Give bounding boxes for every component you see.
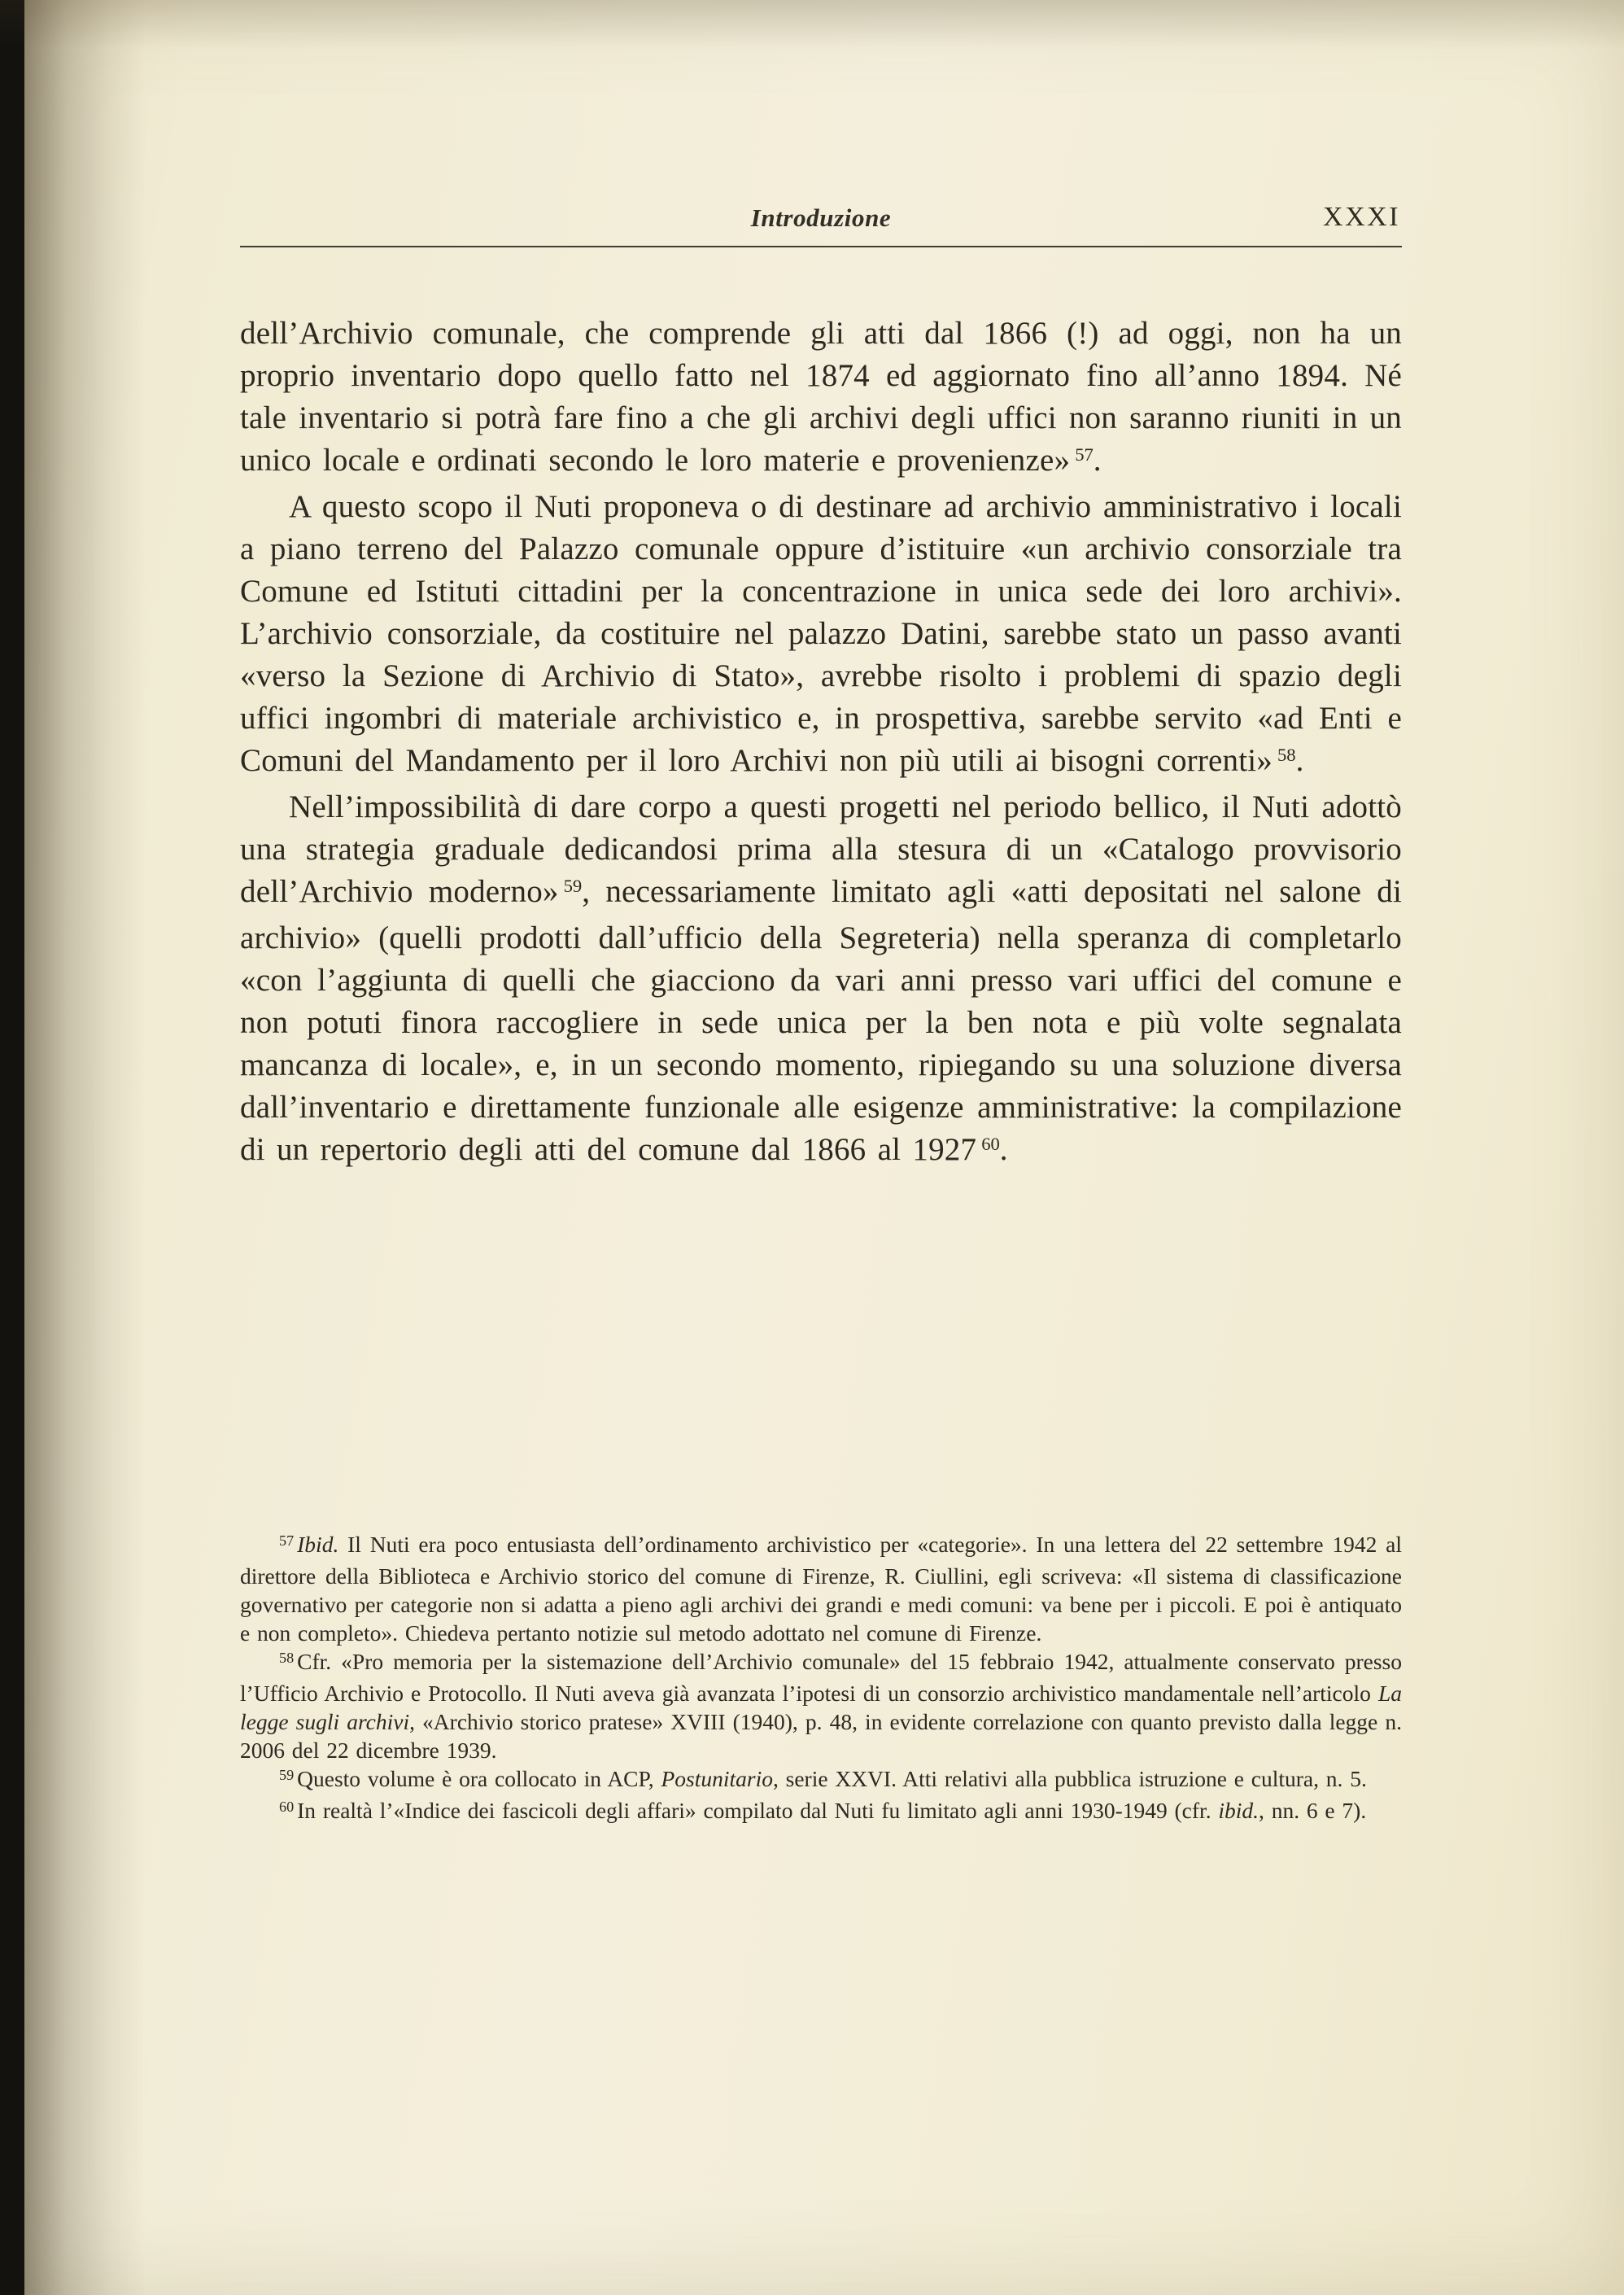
footnote-58-article-title: La legge sugli archivi: [240, 1681, 1402, 1734]
paragraph-1-tail: .: [1093, 443, 1102, 478]
footnote-59: [240, 1764, 1402, 1796]
paragraph-3-tail: .: [999, 1132, 1008, 1167]
binding-shadow: [24, 0, 146, 2295]
footnote-ref-58: 58: [1277, 744, 1296, 765]
footnote-59-text-b: , serie XXVI. Atti relativi alla pubblica istruzione e cultura, n. 5.: [772, 1766, 1367, 1791]
paragraph-1-text: dell’Archivio comunale, che comprende gli atti dal 1866 (!) ad oggi, non ha un proprio inventario dopo quello fatto nel 1874 ed aggiornato fino all’anno 1894. Né tale inventario si potrà fare fino a che gli archivi degli uffici non saranno riuniti in un unico locale e ordinati secondo le loro materie e provenienze»: [240, 316, 1402, 478]
paragraph-2-tail: .: [1295, 743, 1304, 778]
main-text-block: [240, 313, 1402, 1175]
paragraph-2-text: A questo scopo il Nuti proponeva o di destinare ad archivio amministrativo i locali a piano terreno del Palazzo comunale oppure d’istituire «un archivio consorziale tra Comune ed Istituti cittadini per la concentrazione in unica sede dei loro archivi». L’archivio consorziale, da costituire nel palazzo Datini, sarebbe stato un passo avanti «verso la Sezione di Archivio di Stato», avrebbe risolto i problemi di spazio degli uffici ingombri di materiale archivistico e, in prospettiva, sarebbe servito «ad Enti e Comuni del Mandamento per il loro Archivi non più utili ai bisogni correnti»: [240, 489, 1402, 778]
footnote-57-text: Il Nuti era poco entusiasta dell’ordinamento archivistico per «categorie». In una lettera del 22 settembre 1942 al direttore della Biblioteca e Archivio storico del comune di Firenze, R. Ciullini, egli scriveva: «Il sistema di classificazione governativo per categorie non si adatta a pieno agli archivi dei grandi e medi comuni: va bene per i piccoli. E poi è antiquato e non completo». Chiedeva pertanto notizie sul metodo adottato nel comune di Firenze.: [240, 1532, 1402, 1646]
footnote-57: [240, 1530, 1402, 1647]
paragraph-3-text-a: Nell’impossibilità di dare corpo a questi progetti nel periodo bellico, il Nuti adottò una strategia graduale dedicandosi prima alla stesura di un «Catalogo provvisorio dell’Archivio moderno»: [240, 789, 1402, 909]
footnote-58: [240, 1647, 1402, 1764]
paragraph-3: [240, 786, 1402, 1175]
running-title: Introduzione: [750, 203, 892, 232]
footnote-ref-57: 57: [1075, 444, 1094, 465]
book-gutter-edge: [0, 0, 24, 2295]
footnote-60-text-a: In realtà l’«Indice dei fascicoli degli affari» compilato dal Nuti fu limitato agli anni 1930-1949 (cfr.: [297, 1798, 1219, 1823]
footnote-60-cite: ibid.: [1218, 1798, 1259, 1823]
footnote-58-text-a: Cfr. «Pro memoria per la sistemazione dell’Archivio comunale» del 15 febbraio 1942, attualmente conservato presso l’Ufficio Archivio e Protocollo. Il Nuti aveva già avanzata l’ipotesi di un consorzio archivistico mandamentale nell’articolo: [240, 1649, 1402, 1706]
footnote-59-marker: 59: [279, 1766, 295, 1783]
footnote-ref-60: 60: [981, 1133, 1000, 1154]
page-number: XXXI: [1323, 202, 1400, 232]
header-rule: [240, 246, 1402, 247]
footnote-59-series-title: Postunitario: [661, 1766, 773, 1791]
paragraph-2: [240, 486, 1402, 786]
footnote-59-text-a: Questo volume è ora collocato in ACP,: [297, 1766, 661, 1791]
footnote-60-text-b: , nn. 6 e 7).: [1259, 1798, 1367, 1823]
page-top-shadow: [0, 0, 1624, 49]
footnote-58-text-b: , «Archivio storico pratese» XVIII (1940), p. 48, in evidente correlazione con quanto previsto dalla legge n. 2006 del 22 dicembre 1939.: [240, 1709, 1402, 1763]
paragraph-3-text-b: , necessariamente limitato agli «atti depositati nel salone di archivio» (quelli prodotti dall’ufficio della Segreteria) nella speranza di completarlo «con l’aggiunta di quelli che giacciono da vari anni presso vari uffici del comune e non potuti finora raccogliere in sede unica per la ben nota e più volte segnalata mancanza di locale», e, in un secondo momento, ripiegando su una soluzione diversa dall’inventario e direttamente funzionale alle esigenze amministrative: la compilazione di un repertorio degli atti del comune dal 1866 al 1927: [240, 874, 1402, 1167]
footnote-60: [240, 1796, 1402, 1828]
footnote-60-marker: 60: [279, 1798, 295, 1815]
footnotes-block: [240, 1530, 1402, 1828]
footnote-57-source: Ibid.: [297, 1532, 339, 1557]
footnote-58-marker: 58: [279, 1649, 295, 1666]
footnote-57-marker: 57: [279, 1532, 295, 1549]
footnote-ref-59: 59: [563, 875, 583, 896]
paragraph-1: [240, 313, 1402, 486]
running-head: [240, 203, 1402, 247]
